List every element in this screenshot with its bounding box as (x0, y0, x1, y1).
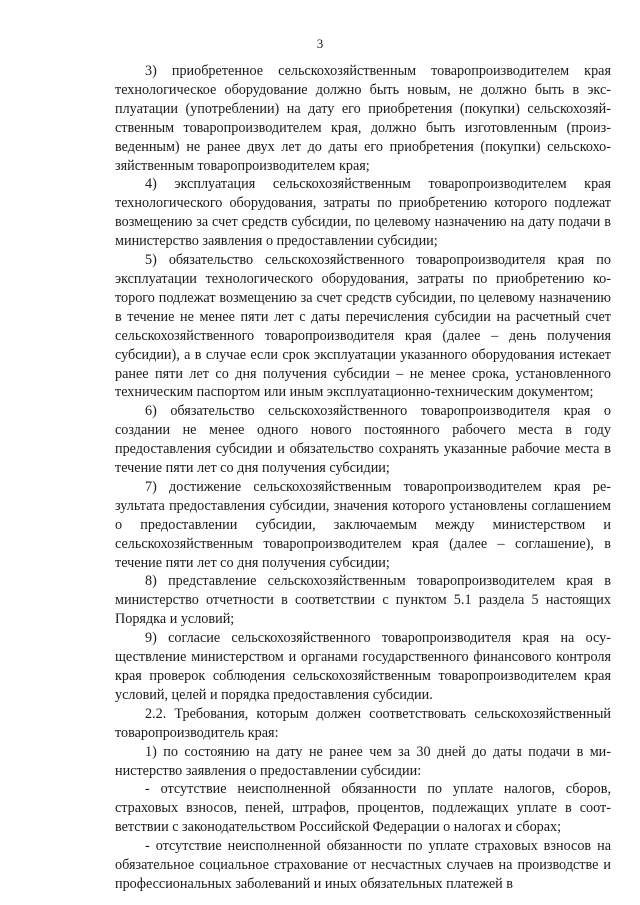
page-number: 3 (316, 36, 324, 51)
paragraph-item-4: 4) эксплуатация сельскохозяйственным товаропроизводителем края технологического оборудования, затраты по приобретению которого подлежат возмещению за счет средств субсидии, по целевому назначению на дату подачи в министерство заявления о предоставлении субсидии; (115, 176, 611, 250)
paragraph-item-8: 8) представление сельскохозяйственным товаропроизводителем края в министерство отчетности в соответствии с пунктом 5.1 раздела 5 настоящих Порядка и условий; (115, 573, 611, 628)
paragraph-item-6: 6) обязательство сельскохозяйственного товаропроизводителя края о создании не менее одного нового постоянного рабочего места в году предоставления субсидии и обязательство сохранять указанные рабочие места в течение пяти лет со дня получения субсидии; (115, 403, 611, 477)
paragraph-item-7: 7) достижение сельскохозяйственным товаропроизводителем края результата предоставления субсидии, значения которого установлены соглашением о предоставлении субсидии, заключаемым между министерством и сельскохозяйственным товаропроизводителем края (далее – соглашение), в течение пяти лет со дня получения субсидии; (115, 478, 611, 571)
paragraph-item-3: 3) приобретенное сельскохозяйственным товаропроизводителем края технологическое оборудование должно быть новым, не должно быть в эксплуатации (употреблении) на дату его приобретения (покупки) сельскохозяйственным товаропроизводителем края, должно быть изготовленным (произведенным) не ранее двух лет до даты его приобретения (покупки) сельскохозяйственным товаропроизводителем края; (115, 63, 611, 174)
document-body (115, 62, 611, 894)
requirement-item-1: 1) по состоянию на дату не ранее чем за 30 дней до даты подачи в министерство заявления о предоставлении субсидии: (115, 743, 611, 779)
section-2-2-heading: 2.2. Требования, которым должен соответствовать сельскохозяйственный товаропроизводитель края: (115, 705, 611, 741)
paragraph-item-9: 9) согласие сельскохозяйственного товаропроизводителя края на осуществление министерством и органами государственного финансового контроля края проверок соблюдения сельскохозяйственным товаропроизводителем края условий, целей и порядка предоставления субсидии. (115, 630, 611, 703)
paragraph-item-5: 5) обязательство сельскохозяйственного товаропроизводителя края по эксплуатации технологического оборудования, затраты по приобретению которого подлежат возмещению за счет средств субсидии, по целевому назначению в течение не менее пяти лет с даты перечисления субсидии на расчетный счет сельскохозяйственного товаропроизводителя края (далее – день получения субсидии), а в случае если срок эксплуатации указанного оборудования истекает ранее пяти лет со дня получения субсидии – не менее срока, установленного техническим паспортом или иным эксплуатационно-техническим документом; (115, 252, 611, 401)
requirement-bullet-taxes: - отсутствие неисполненной обязанности по уплате налогов, сборов, страховых взносов, пеней, штрафов, процентов, подлежащих уплате в соответствии с законодательством Российской Федерации о налогах и сборах; (115, 781, 611, 836)
requirement-bullet-insurance: - отсутствие неисполненной обязанности по уплате страховых взносов на обязательное социальное страхование от несчастных случаев на производстве и профессиональных заболеваний и иных обязательных платежей в (115, 838, 611, 892)
